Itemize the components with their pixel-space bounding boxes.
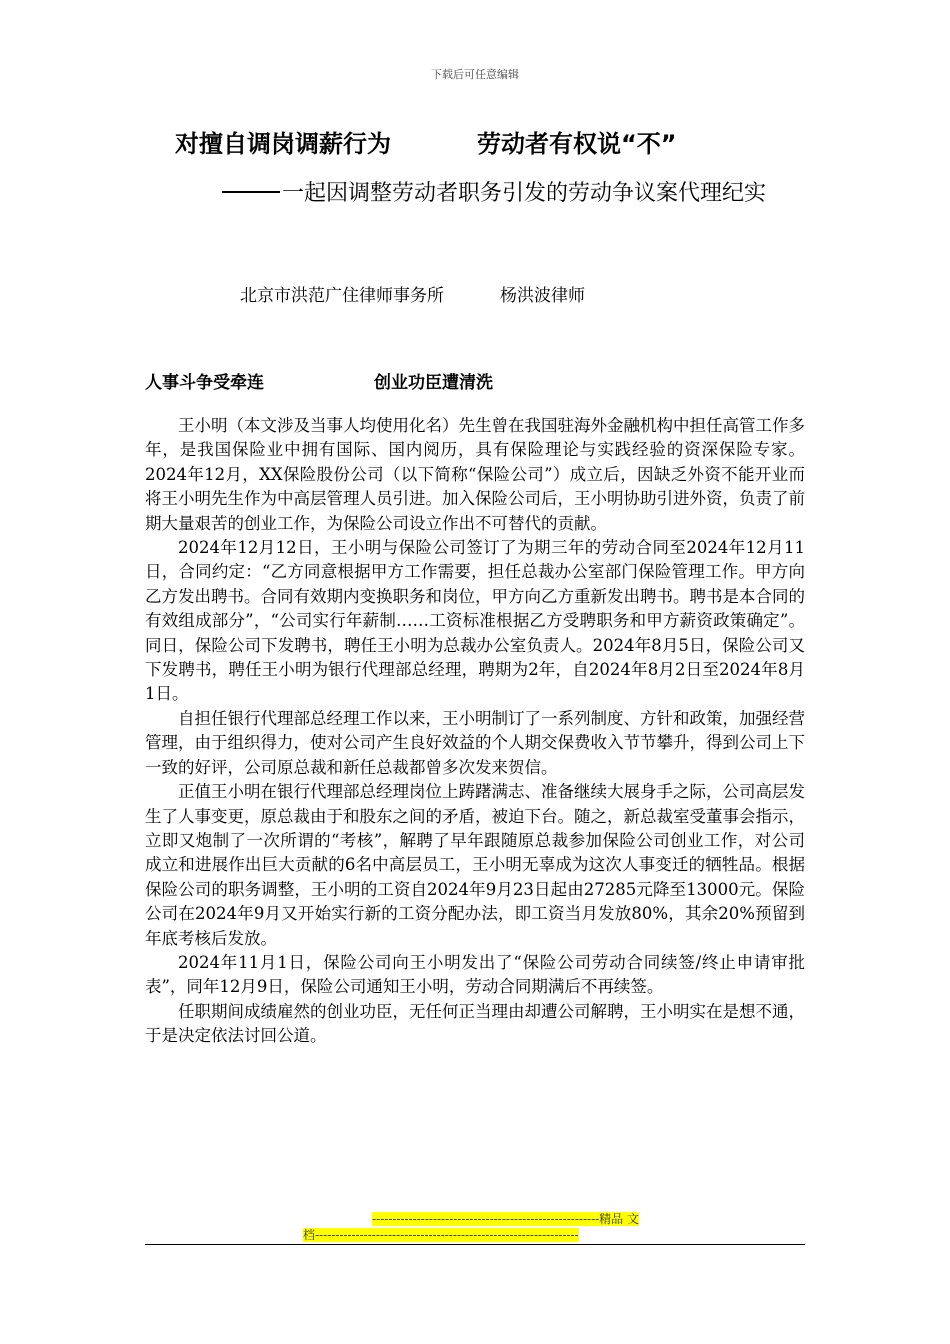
footer-line-2: 档-----------------------------------------------------------------: [303, 1228, 579, 1242]
paragraph: 正值王小明在银行代理部总经理岗位上踌躇满志、准备继续大展身手之际，公司高层发生了人事变更，原总裁由于和股东之间的矛盾，被迫下台。随之，新总裁室受董事会指示，立即又炮制了一次所谓的“考核”，解聘了早年跟随原总裁参加保险公司创业工作，对公司成立和进展作出巨大贡献的6名中高层员工，王小明无辜成为这次人事变迁的牺牲品。根据保险公司的职务调整，王小明的工资自2024年9月23日起由27285元降至13000元。保险公司在2024年9月又开始实行新的工资分配办法，即工资当月发放80%，其余20%预留到年底考核后发放。: [145, 782, 805, 948]
section-heading-part-2: 创业功臣遭清洗: [374, 373, 493, 393]
lawyer-name: 杨洪波律师: [500, 286, 585, 306]
document-title: [175, 124, 677, 159]
footer-line-1: --------------------------------------------------------精品 文: [372, 1212, 639, 1226]
body-text: [145, 414, 805, 1049]
section-heading-part-1: 人事斗争受牵连: [145, 373, 264, 393]
document-subtitle: [222, 176, 766, 207]
paragraph: 王小明（本文涉及当事人均使用化名）先生曾在我国驻海外金融机构中担任高管工作多年，是我国保险业中拥有国际、国内阅历，具有保险理论与实践经验的资深保险专家。2024年12月，XX保险股份公司（以下简称“保险公司”）成立后，因缺乏外资不能开业而将王小明先生作为中高层管理人员引进。加入保险公司后，王小明协助引进外资，负责了前期大量艰苦的创业工作，为保险公司设立作出不可替代的贡献。: [145, 416, 805, 533]
paragraph: 2024年11月1日，保险公司向王小明发出了“保险公司劳动合同续签/终止申请审批表”，同年12月9日，保险公司通知王小明，劳动合同期满后不再续签。: [145, 952, 805, 997]
footer-divider: [145, 1244, 805, 1245]
author-line: [240, 281, 585, 306]
law-firm: 北京市洪范广住律师事务所: [240, 286, 444, 306]
subtitle-text: 一起因调整劳动者职务引发的劳动争议案代理纪实: [282, 181, 767, 206]
paragraph: 2024年12月12日，王小明与保险公司签订了为期三年的劳动合同至2024年12月11日，合同约定：“乙方同意根据甲方工作需要，担任总裁办公室部门保险管理工作。甲方向乙方发出聘书。合同有效期内变换职务和岗位，甲方向乙方重新发出聘书。聘书是本合同的有效组成部分”，“公司实行年薪制……工资标准根据乙方受聘职务和甲方薪资政策确定”。同日，保险公司下发聘书，聘任王小明为总裁办公室负责人。2024年8月5日，保险公司又下发聘书，聘任王小明为银行代理部总经理，聘期为2年，自2024年8月2日至2024年8月1日。: [145, 538, 805, 704]
header-note: 下载后可任意编辑: [431, 68, 519, 81]
paragraph: 自担任银行代理部总经理工作以来，王小明制订了一系列制度、方针和政策，加强经营管理，由于组织得力，使对公司产生良好效益的个人期交保费收入节节攀升，得到公司上下一致的好评，公司原总裁和新任总裁都曾多次发来贺信。: [145, 708, 805, 777]
subtitle-dash: [222, 191, 280, 193]
section-heading: [145, 368, 493, 393]
footer-watermark: [303, 1211, 641, 1243]
title-part-1: 对擅自调岗调薪行为: [175, 130, 391, 158]
paragraph: 任职期间成绩雇然的创业功臣，无任何正当理由却遭公司解聘，王小明实在是想不通，于是决定依法讨回公道。: [145, 1001, 805, 1046]
title-part-2: 劳动者有权说“不”: [477, 130, 677, 158]
